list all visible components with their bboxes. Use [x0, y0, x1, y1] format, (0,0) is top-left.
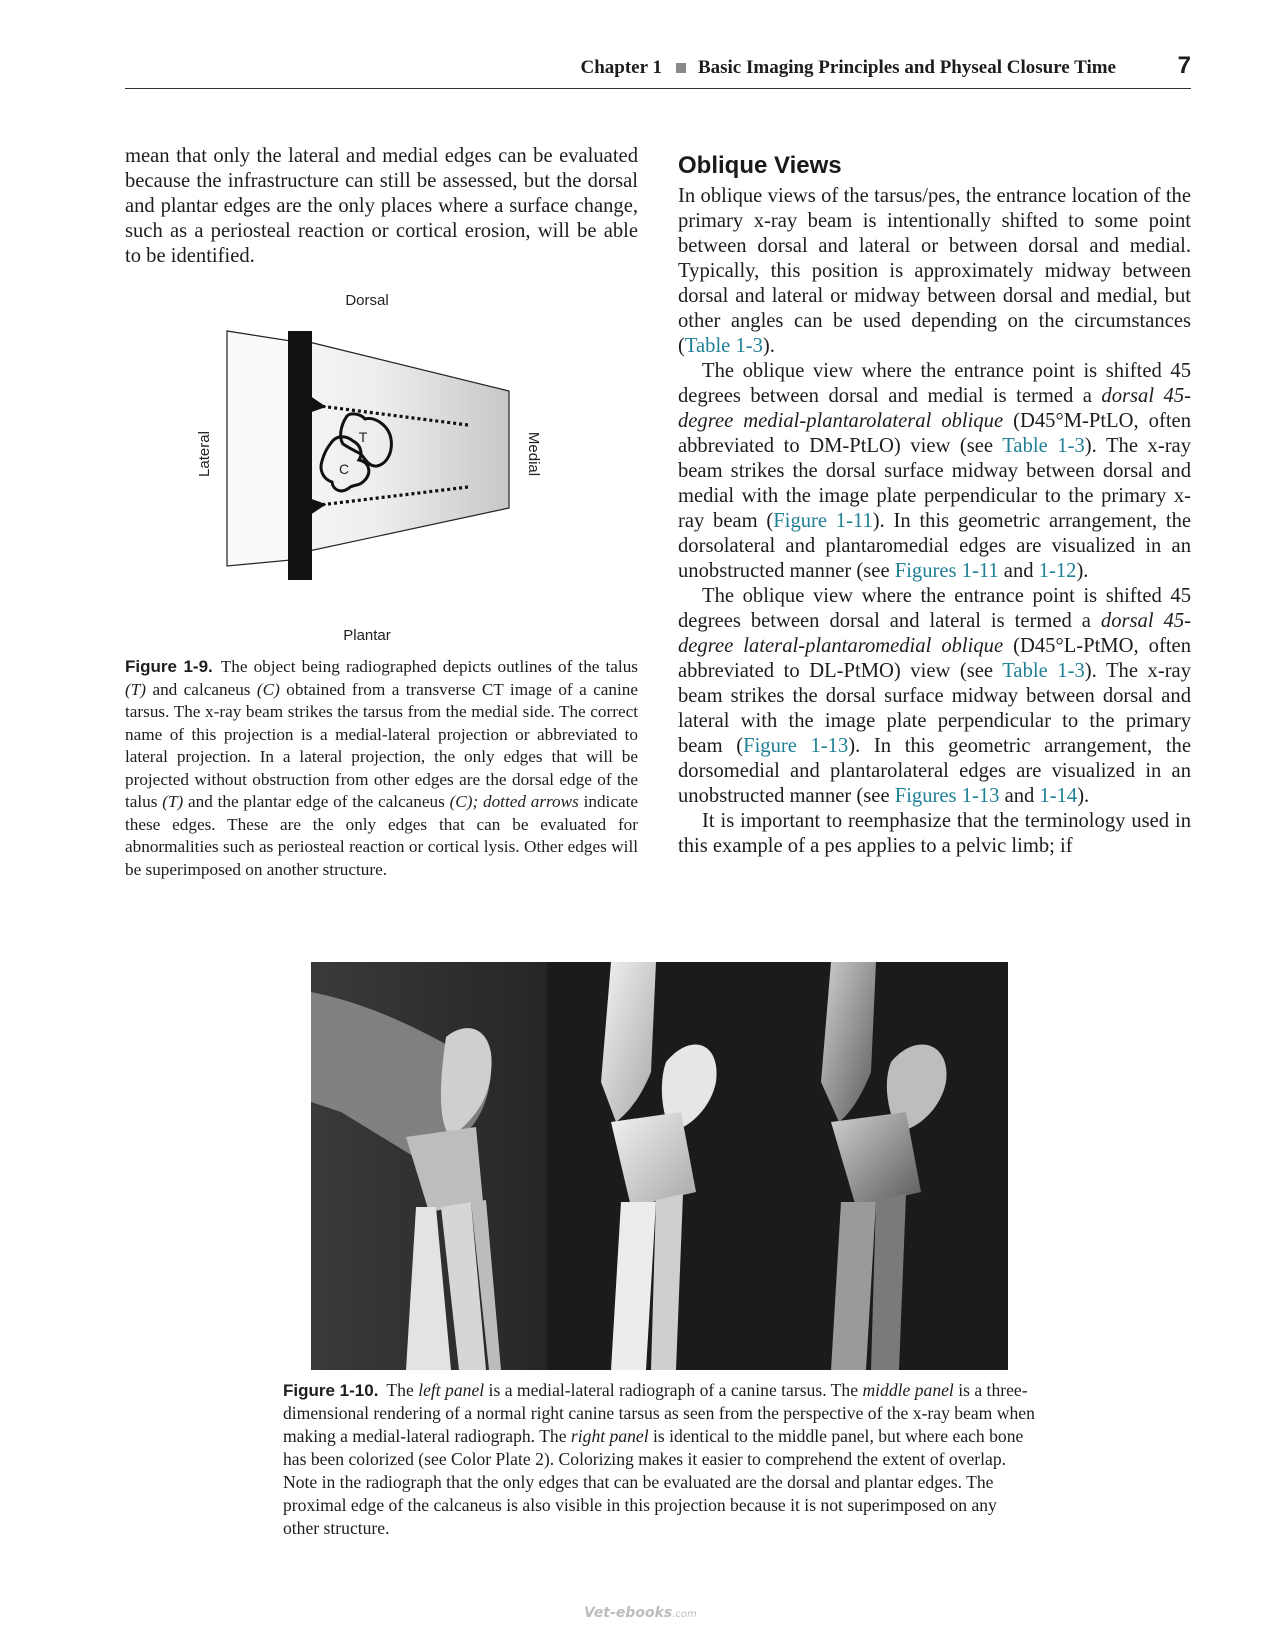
- paragraph-3: [678, 584, 1191, 809]
- figure-1-11-link[interactable]: Figure 1-11: [773, 510, 873, 532]
- paragraph-text: and: [998, 560, 1039, 582]
- paragraph-text: The oblique view where the entrance point is shifted 45 degrees between dorsal and medial is termed a: [678, 360, 1191, 407]
- tarsus-radiograph-panels: [311, 962, 1008, 1370]
- paragraph-1: [678, 184, 1191, 359]
- caption-text: is a three-dimensional rendering of a normal right canine tarsus as seen from the perspective of the x-ray beam when making a medial-lateral radiograph. The: [283, 1380, 1035, 1446]
- caption-italic: (T): [125, 679, 147, 699]
- figure-1-13-link[interactable]: Figure 1-13: [743, 735, 849, 757]
- figures-1-13-link[interactable]: Figures 1-13: [894, 785, 1000, 807]
- caption-italic: (C); dotted arrows: [449, 792, 579, 811]
- term-italic: dorsal 45-degree medial-plantarolateral oblique: [678, 385, 1191, 432]
- figure-1-10-caption: [283, 1379, 1036, 1540]
- paragraph-text: ). The x-ray beam strikes the dorsal surface midway between dorsal and lateral with the image plate perpendicular to the primary beam (: [678, 660, 1191, 757]
- figure-1-9-caption: [125, 656, 638, 881]
- caption-text: and the plantar edge of the calcaneus: [183, 792, 450, 811]
- caption-italic: right panel: [570, 1426, 649, 1446]
- caption-italic: (T): [162, 792, 184, 811]
- figure-1-9-diagram: [125, 288, 638, 658]
- table-1-3-link[interactable]: Table 1-3: [1002, 660, 1085, 682]
- page-number: 7: [1177, 52, 1191, 79]
- tarsus-section-bar: [288, 331, 312, 580]
- paragraph-text: ). The x-ray beam strikes the dorsal surface midway between dorsal and medial with the image plate perpendicular to the primary x-ray beam (: [678, 435, 1191, 532]
- caption-text: and calcaneus: [146, 679, 257, 699]
- figure-1-10-label: Figure 1-10.: [283, 1381, 379, 1400]
- paragraph-text: ).: [762, 335, 775, 357]
- left-column: [125, 144, 638, 269]
- caption-italic: left panel: [418, 1380, 485, 1400]
- image-plate: [227, 331, 291, 566]
- paragraph-text: and: [999, 785, 1040, 807]
- label-medial: Medial: [525, 431, 542, 477]
- label-lateral: Lateral: [196, 431, 213, 477]
- term-italic: dorsal 45-degree lateral-plantaromedial oblique: [678, 610, 1191, 657]
- paragraph-text: ).: [1076, 560, 1089, 582]
- paragraph-2: [678, 359, 1191, 584]
- paragraph-text: (D45°L-PtMO, often abbreviated to DL-PtMO) view (see: [678, 635, 1191, 682]
- paragraph-text: ).: [1077, 785, 1090, 807]
- paragraph-text: (D45°M-PtLO, often abbreviated to DM-PtLO) view (see: [678, 410, 1191, 457]
- right-column: [678, 144, 1191, 859]
- watermark-text: Vet-ebooks: [584, 1605, 673, 1621]
- running-header: [125, 52, 1191, 89]
- caption-text: indicate these edges. These are the only edges that can be evaluated for abnormalities such as periosteal reaction or cortical lysis. Other edges will be superimposed on another structure.: [125, 792, 638, 879]
- running-header-title: [580, 57, 1116, 79]
- tarsus-projection-diagram: [125, 288, 638, 658]
- paragraph-4: It is important to reemphasize that the terminology used in this example of a pes applies to a pelvic limb; if: [678, 810, 1191, 857]
- label-dorsal: Dorsal: [345, 292, 389, 309]
- caption-text: is identical to the middle panel, but where each bone has been colorized (see Color Plate 2). Colorizing makes it easier to comprehend the extent of overlap. Note in the radiograph that the only edges that can be evaluated are the dorsal and plantar edges. The proximal edge of the calcaneus is also visible in this projection because it is not superimposed on any other structure.: [283, 1426, 1024, 1538]
- intro-paragraph: mean that only the lateral and medial edges can be evaluated because the infrastructure can still be assessed, but the dorsal and plantar edges are the only places where a surface change, such as a periosteal reaction or cortical erosion, will be able to be identified.: [125, 145, 638, 267]
- label-talus: T: [358, 429, 368, 445]
- watermark: [584, 1605, 697, 1621]
- chapter-label: Chapter 1: [580, 57, 662, 78]
- caption-italic: middle panel: [862, 1380, 954, 1400]
- caption-italic: (C): [256, 679, 280, 699]
- label-calcaneus: C: [338, 461, 350, 477]
- watermark-suffix: .com: [672, 1609, 697, 1620]
- caption-text: is a medial-lateral radiograph of a canine tarsus. The: [484, 1380, 863, 1400]
- x-ray-beam: [309, 342, 509, 551]
- table-1-3-link[interactable]: Table 1-3: [684, 335, 763, 357]
- figure-1-14-link[interactable]: 1-14: [1039, 785, 1078, 807]
- figure-1-9-label: Figure 1-9.: [125, 657, 213, 676]
- paragraph-text: In oblique views of the tarsus/pes, the entrance location of the primary x-ray beam is intentionally shifted to some point between dorsal and lateral or between dorsal and medial. Typically, this position is approximately midway between dorsal and lateral or midway between dorsal and medial, but other angles can be used depending on the circumstances (: [678, 185, 1191, 357]
- caption-text: The object being radiographed depicts outlines of the talus: [220, 657, 638, 676]
- caption-text: The: [386, 1380, 419, 1400]
- paragraph-text: ). In this geometric arrangement, the dorsolateral and plantaromedial edges are visualized in an unobstructed manner (see: [678, 510, 1192, 582]
- header-square-icon: [676, 63, 686, 73]
- paragraph-text: ). In this geometric arrangement, the dorsomedial and plantarolateral edges are visualized in an unobstructed manner (see: [678, 735, 1191, 807]
- caption-text: obtained from a transverse CT image of a canine tarsus. The x-ray beam strikes the tarsus from the medial side. The correct name of this projection is a medial-lateral projection or abbreviated to lateral projection. In a lateral projection, the only edges that will be projected without obstruction from other edges are the dorsal edge of the talus: [125, 679, 638, 811]
- table-1-3-link[interactable]: Table 1-3: [1002, 435, 1085, 457]
- figures-1-11-link[interactable]: Figures 1-11: [894, 560, 999, 582]
- figure-1-12-link[interactable]: 1-12: [1038, 560, 1077, 582]
- paragraph-text: The oblique view where the entrance point is shifted 45 degrees between dorsal and lateral is termed a: [678, 585, 1191, 632]
- label-plantar: Plantar: [343, 627, 391, 644]
- figure-1-10-image: [311, 962, 1008, 1370]
- left-panel-radiograph: [311, 962, 547, 1370]
- section-heading: Oblique Views: [678, 152, 842, 179]
- chapter-title: Basic Imaging Principles and Physeal Closure Time: [697, 57, 1116, 78]
